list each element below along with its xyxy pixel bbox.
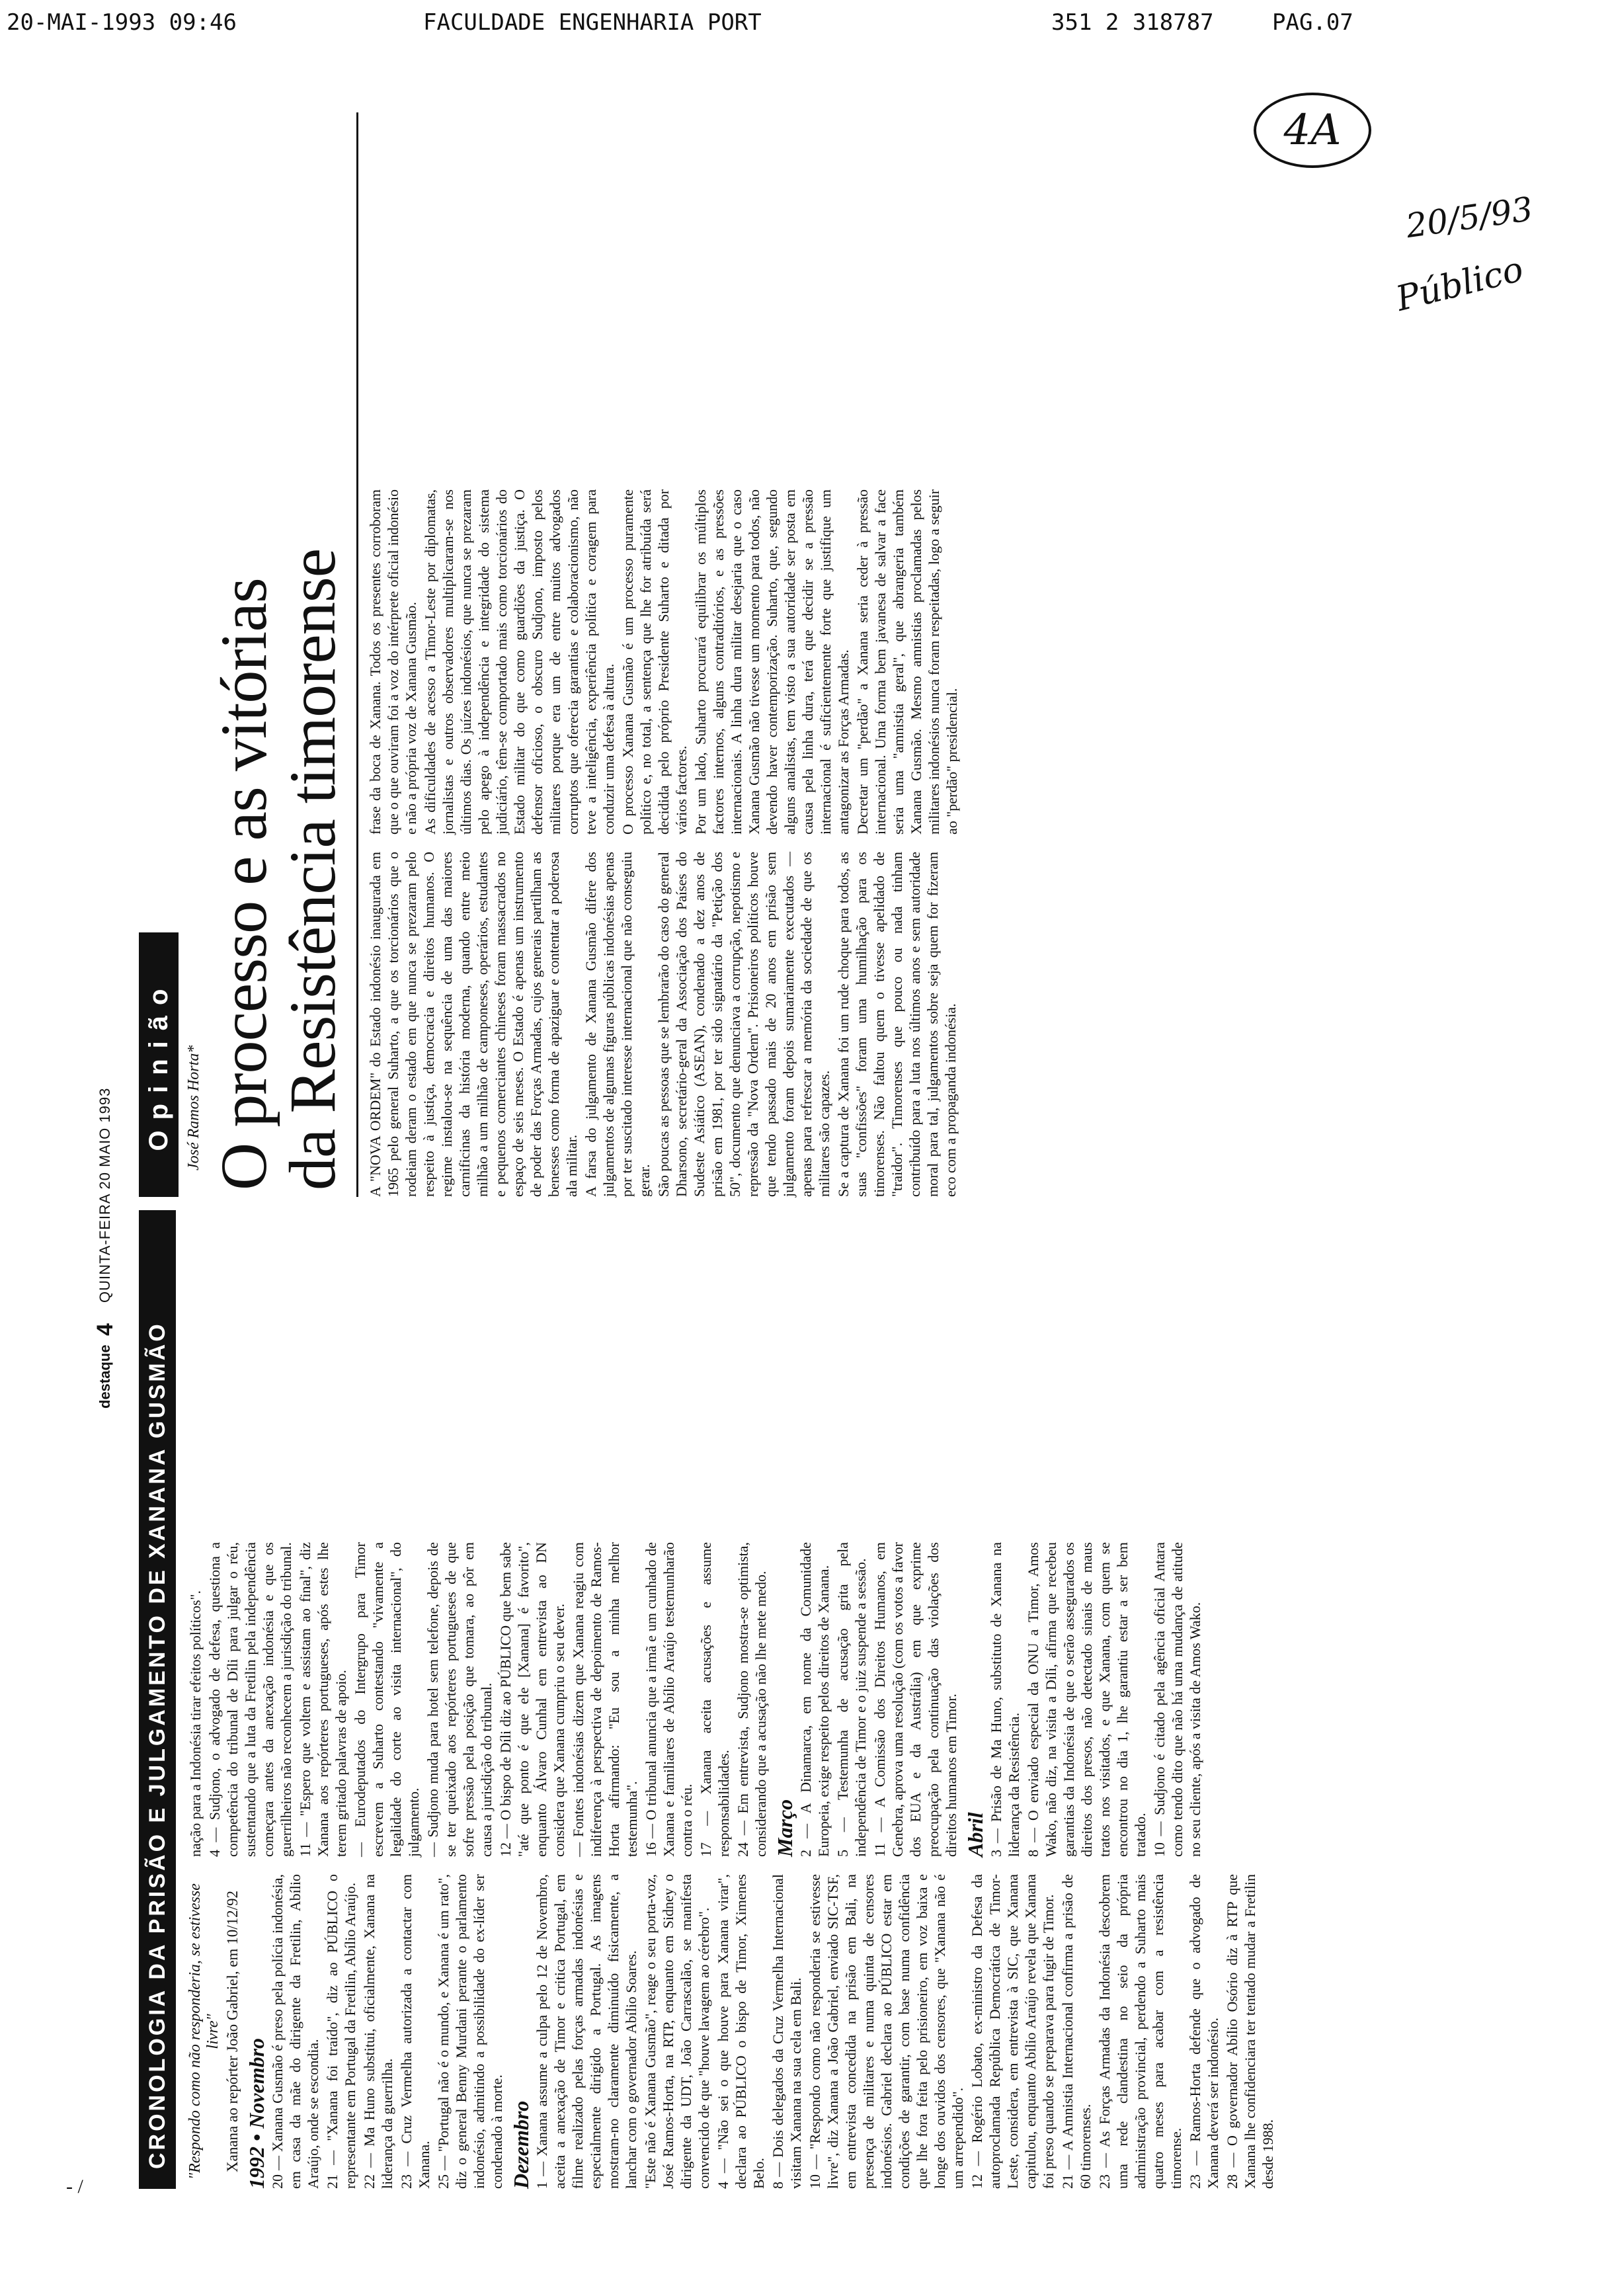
body-paragraph: — Eurodeputados do Intergrupo para Timor escrevem a Suharto contestando "vivamente a legalidade do corte ao visita internacional", do julgamento. <box>352 1542 422 1857</box>
headline-rule <box>356 112 358 1197</box>
body-paragraph: 10 — "Respondo como não responderia se estivesse livre", diz Xanana a João Gabriel, enviado SIC-TSF, em entrevista concedida na prisão em Bali, na presença de militares e numa quinta de censores indonésios. Gabriel declara ao PÚBLICO estar em condições de garantir, com base numa confidência que lhe fora feita pelo prisioneiro, em voz baixa e longe dos ouvidos dos censores, que "Xanana não é um arrependido". <box>807 1874 966 2189</box>
handwritten-circle-label: 4A <box>1254 93 1371 168</box>
chronology-quote: "Respondo como não responderia, se estivesse livre" <box>186 1883 221 2180</box>
body-paragraph: nação para a Indonésia tirar efeitos políticos". <box>187 1590 204 1857</box>
chronology-quote-credit: Xanana ao repórter João Gabriel, em 10/12/92 <box>224 1891 241 2172</box>
body-paragraph: — Sudjono muda para hotel sem telefone, depois de se ter queixado aos repórteres portugueses de que sofre pressão pela posição que tomara, ao pôr em causa a jurisdição do tribunal. <box>424 1542 495 1857</box>
body-paragraph: 21 — A Amnistia Internacional confirma a prisão de 60 timorenses. <box>1059 1874 1094 2189</box>
chronology-column-2-body <box>186 1542 1204 1857</box>
body-paragraph: — Fontes indonésias dizem que Xanana reagiu com indiferença à perspectiva de depoimento de Ramos-Horta afirmando: "Eu sou a minha melhor testemunha". <box>570 1542 640 1857</box>
newspaper-page-frame <box>93 79 1474 2229</box>
body-paragraph: Decretar um "perdão" a Xanana seria ceder à pressão internacional. Uma forma bem javanesa de salvar a face seria uma "amnistia geral", que abrangeria também Xanana Gusmão. Mesmo amnistias proclamadas pelos militares indonésios nunca foram respeitadas, logo a seguir ao "perdão" presidencial. <box>854 489 960 835</box>
body-paragraph: 11 — A Comissão dos Direitos Humanos, em Genebra, aprova uma resolução (com os votos a favor dos EUA e da Austrália) em que exprime preocupação pela continuação das violações dos direitos humanos em Timor. <box>871 1542 959 1857</box>
page-number: 4 <box>93 1323 118 1336</box>
fax-phone: 351 2 318787 <box>1051 9 1214 36</box>
body-paragraph: 17 — Xanana aceita acusações e assume responsabilidades. <box>698 1542 732 1857</box>
opinion-headline <box>207 112 349 1190</box>
section-subhead: Março <box>773 1799 797 1857</box>
chronology-article <box>139 1210 1455 2189</box>
body-paragraph: 2 — A Dinamarca, em nome da Comunidade Europeia, exige respeito pelos direitos de Xanana. <box>797 1542 832 1857</box>
section-subhead: Abril <box>963 1812 987 1857</box>
body-paragraph: frase da boca de Xanana. Todos os presentes corroboram que o que ouviram foi a voz do intérprete oficial indonésio e não a própria voz de Xanana Gusmão. <box>367 489 419 835</box>
body-paragraph: As dificuldades de acesso a Timor-Leste por diplomatas, jornalistas e outros observadores multiplicaram-se nos últimos dias. Os juízes indonésios, que nunca se prezaram pelo apego à independência e integridade do sistema judiciário, têm-se comportado mais como torcionários do Estado militar do que como guardiões da justiça. O defensor oficioso, o obscuro Sudjono, imposto pelos militares porque era um de entre muitos advogados corruptos que oferecia garantias e colaboracionismo, não teve a inteligência, experiência política e coragem para conduzir uma defesa à altura. <box>422 489 617 835</box>
fax-date-time: 20-MAI-1993 09:46 <box>7 9 237 36</box>
body-paragraph: A farsa do julgamento de Xanana Gusmão difere dos julgamentos de algumas figuras públicas indonésias apenas por ter suscitado interesse internacional que não conseguiu gerar. <box>583 852 653 1197</box>
body-paragraph: Se a captura de Xanana foi um rude choque para todos, as suas "confissões" foram uma humilhação para os timorenses. Não faltou quem o tivesse apelidado de "traidor". Timorenses que pouco ou nada tinham contribuído para a luta nos últimos anos e sem autoridade moral para tal, julgamentos sobre seja quem for fizeram eco com a propaganda indonésia. <box>835 852 959 1197</box>
section-subhead: Dezembro <box>509 2100 533 2189</box>
body-paragraph: 4 — "Não sei o que houve para Xanana virar", declara ao PÚBLICO o bispo de Timor, Ximenes Belo. <box>715 1874 767 2189</box>
chronology-column-1-body <box>245 1874 1277 2189</box>
body-paragraph: 24 — Em entrevista, Sudjono mostra-se optimista, considerando que a acusação não lhe mete medo. <box>735 1542 769 1857</box>
headline-line-2: da Resistência timorense <box>276 548 349 1190</box>
body-paragraph: 28 — O governador Abílio Osório diz à RTP que Xanana lhe confidenciara ter tentado mudar a Fretilin desde 1988. <box>1224 1874 1276 2189</box>
chronology-column-1 <box>186 1874 1278 2189</box>
opinion-byline: José Ramos Horta* <box>185 1045 202 1170</box>
opinion-column-2-body <box>366 489 961 835</box>
running-head <box>93 79 119 2229</box>
body-paragraph: 20 — Xanana Gusmão é preso pela polícia indonésia, em casa da mãe do dirigente da Fretilin, Abílio Araújo, onde se escondia. <box>269 1874 321 2189</box>
handwritten-date: 20/5/93 <box>1403 189 1535 246</box>
body-paragraph: 10 — Sudjono é citado pela agência oficial Antara como tendo dito que não há uma mudança de atitude no seu cliente, após a visita de Amos Wako. <box>1151 1542 1203 1857</box>
opinion-column-3 <box>366 127 962 472</box>
body-paragraph: 4 — Sudjono, o advogado de defesa, questiona a competência do tribunal de Díli para julgar o réu, sustentando que a luta da Fretilin pela independência começara antes da anexação indonésia e que os guerrilheiros não reconhecem a jurisdição do tribunal. <box>206 1542 294 1857</box>
opinion-column-1 <box>366 852 962 1197</box>
opinion-banner: Opinião <box>139 932 179 1197</box>
body-paragraph: 1 — Xanana assume a culpa pelo 12 de Novembro, aceita a anexação de Timor e critica Portugal, em filme realizado pelas forças armadas indonésias e especialmente dirigido a Portugal. As imagens mostram-no claramente diminuído fisicamente, a lanchar com o governador Abílio Soares. <box>534 1874 639 2189</box>
body-paragraph: 23 — As Forças Armadas da Indonésia descobrem uma rede clandestina no seio da própria administração provincial, perdendo a Suharto mais quatro meses para acabar com a resistência timorense. <box>1096 1874 1184 2189</box>
opinion-columns <box>366 112 962 1197</box>
body-paragraph: 22 — Ma Huno substitui, oficialmente, Xanana na liderança da guerrilha. <box>361 1874 395 2189</box>
body-paragraph: São poucas as pessoas que se lembrarão do caso do general Dharsono, secretário-geral da Associação dos Países do Sudeste Asiático (ASEAN), condenado a dez anos de prisão em 1981, por ter sido signatário da "Petição dos 50", documento que denunciava a corrupção, nepotismo e repressão da "Nova Ordem". Prisioneiros políticos houve que tendo passado mais de 20 anos em prisão sem julgamento foram depois sumariamente executados — apenas para refrescar a memória da sociedade de que os militares são capazes. <box>655 852 832 1197</box>
body-paragraph: 16 — O tribunal anuncia que a irmã e um cunhado de Xanana e familiares de Abílio Araújo testemunharão contra o réu. <box>643 1542 695 1857</box>
fax-header <box>0 9 1608 42</box>
section-name: destaque <box>97 1344 113 1409</box>
section-subhead: 1992 • Novembro <box>245 2037 268 2189</box>
body-paragraph: 5 — Testemunha de acusação grita pela independência de Timor e o juiz suspende a sessão. <box>834 1542 869 1857</box>
body-paragraph: 23 — Ramos-Horta defende que o advogado de Xanana deverá ser indonésio. <box>1187 1874 1221 2189</box>
body-paragraph: 3 — Prisão de Ma Huno, substituto de Xanana na liderança da Resistência. <box>988 1542 1022 1857</box>
body-paragraph: A "NOVA ORDEM" do Estado indonésio inaugurada em 1965 pelo general Suharto, a que os torcionários que o rodeiam deram o estado em que nunca se prezaram pelo respeito à justiça, democracia e direitos humanos. O regime instalou-se na sequência de uma das maiores carnificinas da história moderna, quando entre meio milhão a um milhão de camponeses, operários, estudantes e pequenos comerciantes chineses foram massacrados no espaço de seis meses. O Estado é apenas um instrumento de poder das Forças Armadas, cujos generais partilham as benesses como forma de apaziguar e contentar a poderosa ala militar. <box>367 852 580 1197</box>
chronology-banner: CRONOLOGIA DA PRISÃO E JULGAMENTO DE XANANA GUSMÃO <box>139 1210 176 2189</box>
chronology-column-3 <box>186 1210 1278 1525</box>
chronology-columns <box>186 1210 1278 2189</box>
fax-sender: FACULDADE ENGENHARIA PORT <box>423 9 762 36</box>
body-paragraph: Por um lado, Suharto procurará equilibrar os múltiplos factores internos, alguns contraditórios, e as pressões internacionais. A linha dura militar desejaria que o caso Xanana Gusmão não tivesse um momento para todos, não devendo haver contemporização. Suharto, que, segundo alguns analistas, tem visto a sua autoridade ser posta em causa pela linha dura, terá que decidir se a pressão internacional é suficientemente forte que justifique um antagonizar as Forças Armadas. <box>692 489 852 835</box>
body-paragraph: O processo Xanana Gusmão é um processo puramente político e, no total, a sentença que lhe for atribuída será decidida pelo próprio Presidente Suharto e ditada por vários factores. <box>620 489 690 835</box>
body-paragraph: 8 — Dois delegados da Cruz Vermelha Internacional visitam Xanana na sua cela em Bali. <box>770 1874 804 2189</box>
handwritten-source: Público <box>1392 249 1527 319</box>
body-paragraph: 21 — "Xanana foi traído", diz ao PÚBLICO o representante em Portugal da Fretilin, Abílio Araújo. <box>324 1874 358 2189</box>
fax-page: PAG.07 <box>1272 9 1353 36</box>
body-paragraph: 11 — "Espero que voltem e assistam ao final", diz Xanana aos repórteres portugueses, após estes lhe terem gritado palavras de apoio. <box>297 1542 349 1857</box>
body-paragraph: 12 — Rogério Lobato, ex-ministro da Defesa da autoproclamada República Democrática de Timor-Leste, considera, em entrevista à SIC, que Xanana capitulou, enquanto Abílio Araújo revela que Xanana foi preso quando se preparava para fugir de Timor. <box>969 1874 1057 2189</box>
opinion-column-1-body <box>366 852 959 1197</box>
corner-mark: - / <box>66 2176 83 2197</box>
newspaper-page <box>93 79 1474 2229</box>
chronology-column-2 <box>186 1542 1278 1857</box>
body-paragraph: 23 — Cruz Vermelha autorizada a contactar com Xanana. <box>398 1874 432 2189</box>
headline-line-1: O processo e as vitórias <box>207 578 280 1190</box>
body-paragraph: "Este não é Xanana Gusmão", reage o seu porta-voz, José Ramos-Horta, na RTP, enquanto em Sidney o dirigente da UDT, João Carrascalão, se manifesta convencido de que "houve lavagem ao cérebro". <box>642 1874 712 2189</box>
body-paragraph: 12 — O bispo de Díli diz ao PÚBLICO que bem sabe "até que ponto é que ele [Xanana] é favorito", enquanto Álvaro Cunhal em entrevista ao DN considera que Xanana cumpriu o seu dever. <box>497 1542 567 1857</box>
body-paragraph: 25 — "Portugal não é o mundo, e Xanana é um rato", diz o general Benny Murdani perante o parlamento indonésio, admitindo a possibilidade do ex-líder ser condenado à morte. <box>435 1874 505 2189</box>
opinion-column-2 <box>366 489 962 835</box>
body-paragraph: 8 — O enviado especial da ONU a Timor, Amos Wako, não diz, na visita a Díli, afirma que recebeu garantias da Indonésia de que o serão assegurados os direitos dos presos, não detectado sinais de maus tratos nos visitados, e que Xanana, com quem se encontrou no dia 1, lhe garantiu estar a ser bem tratado. <box>1025 1542 1148 1857</box>
paper-date: QUINTA-FEIRA 20 MAIO 1993 <box>97 1087 113 1303</box>
opinion-article <box>139 112 1455 1197</box>
